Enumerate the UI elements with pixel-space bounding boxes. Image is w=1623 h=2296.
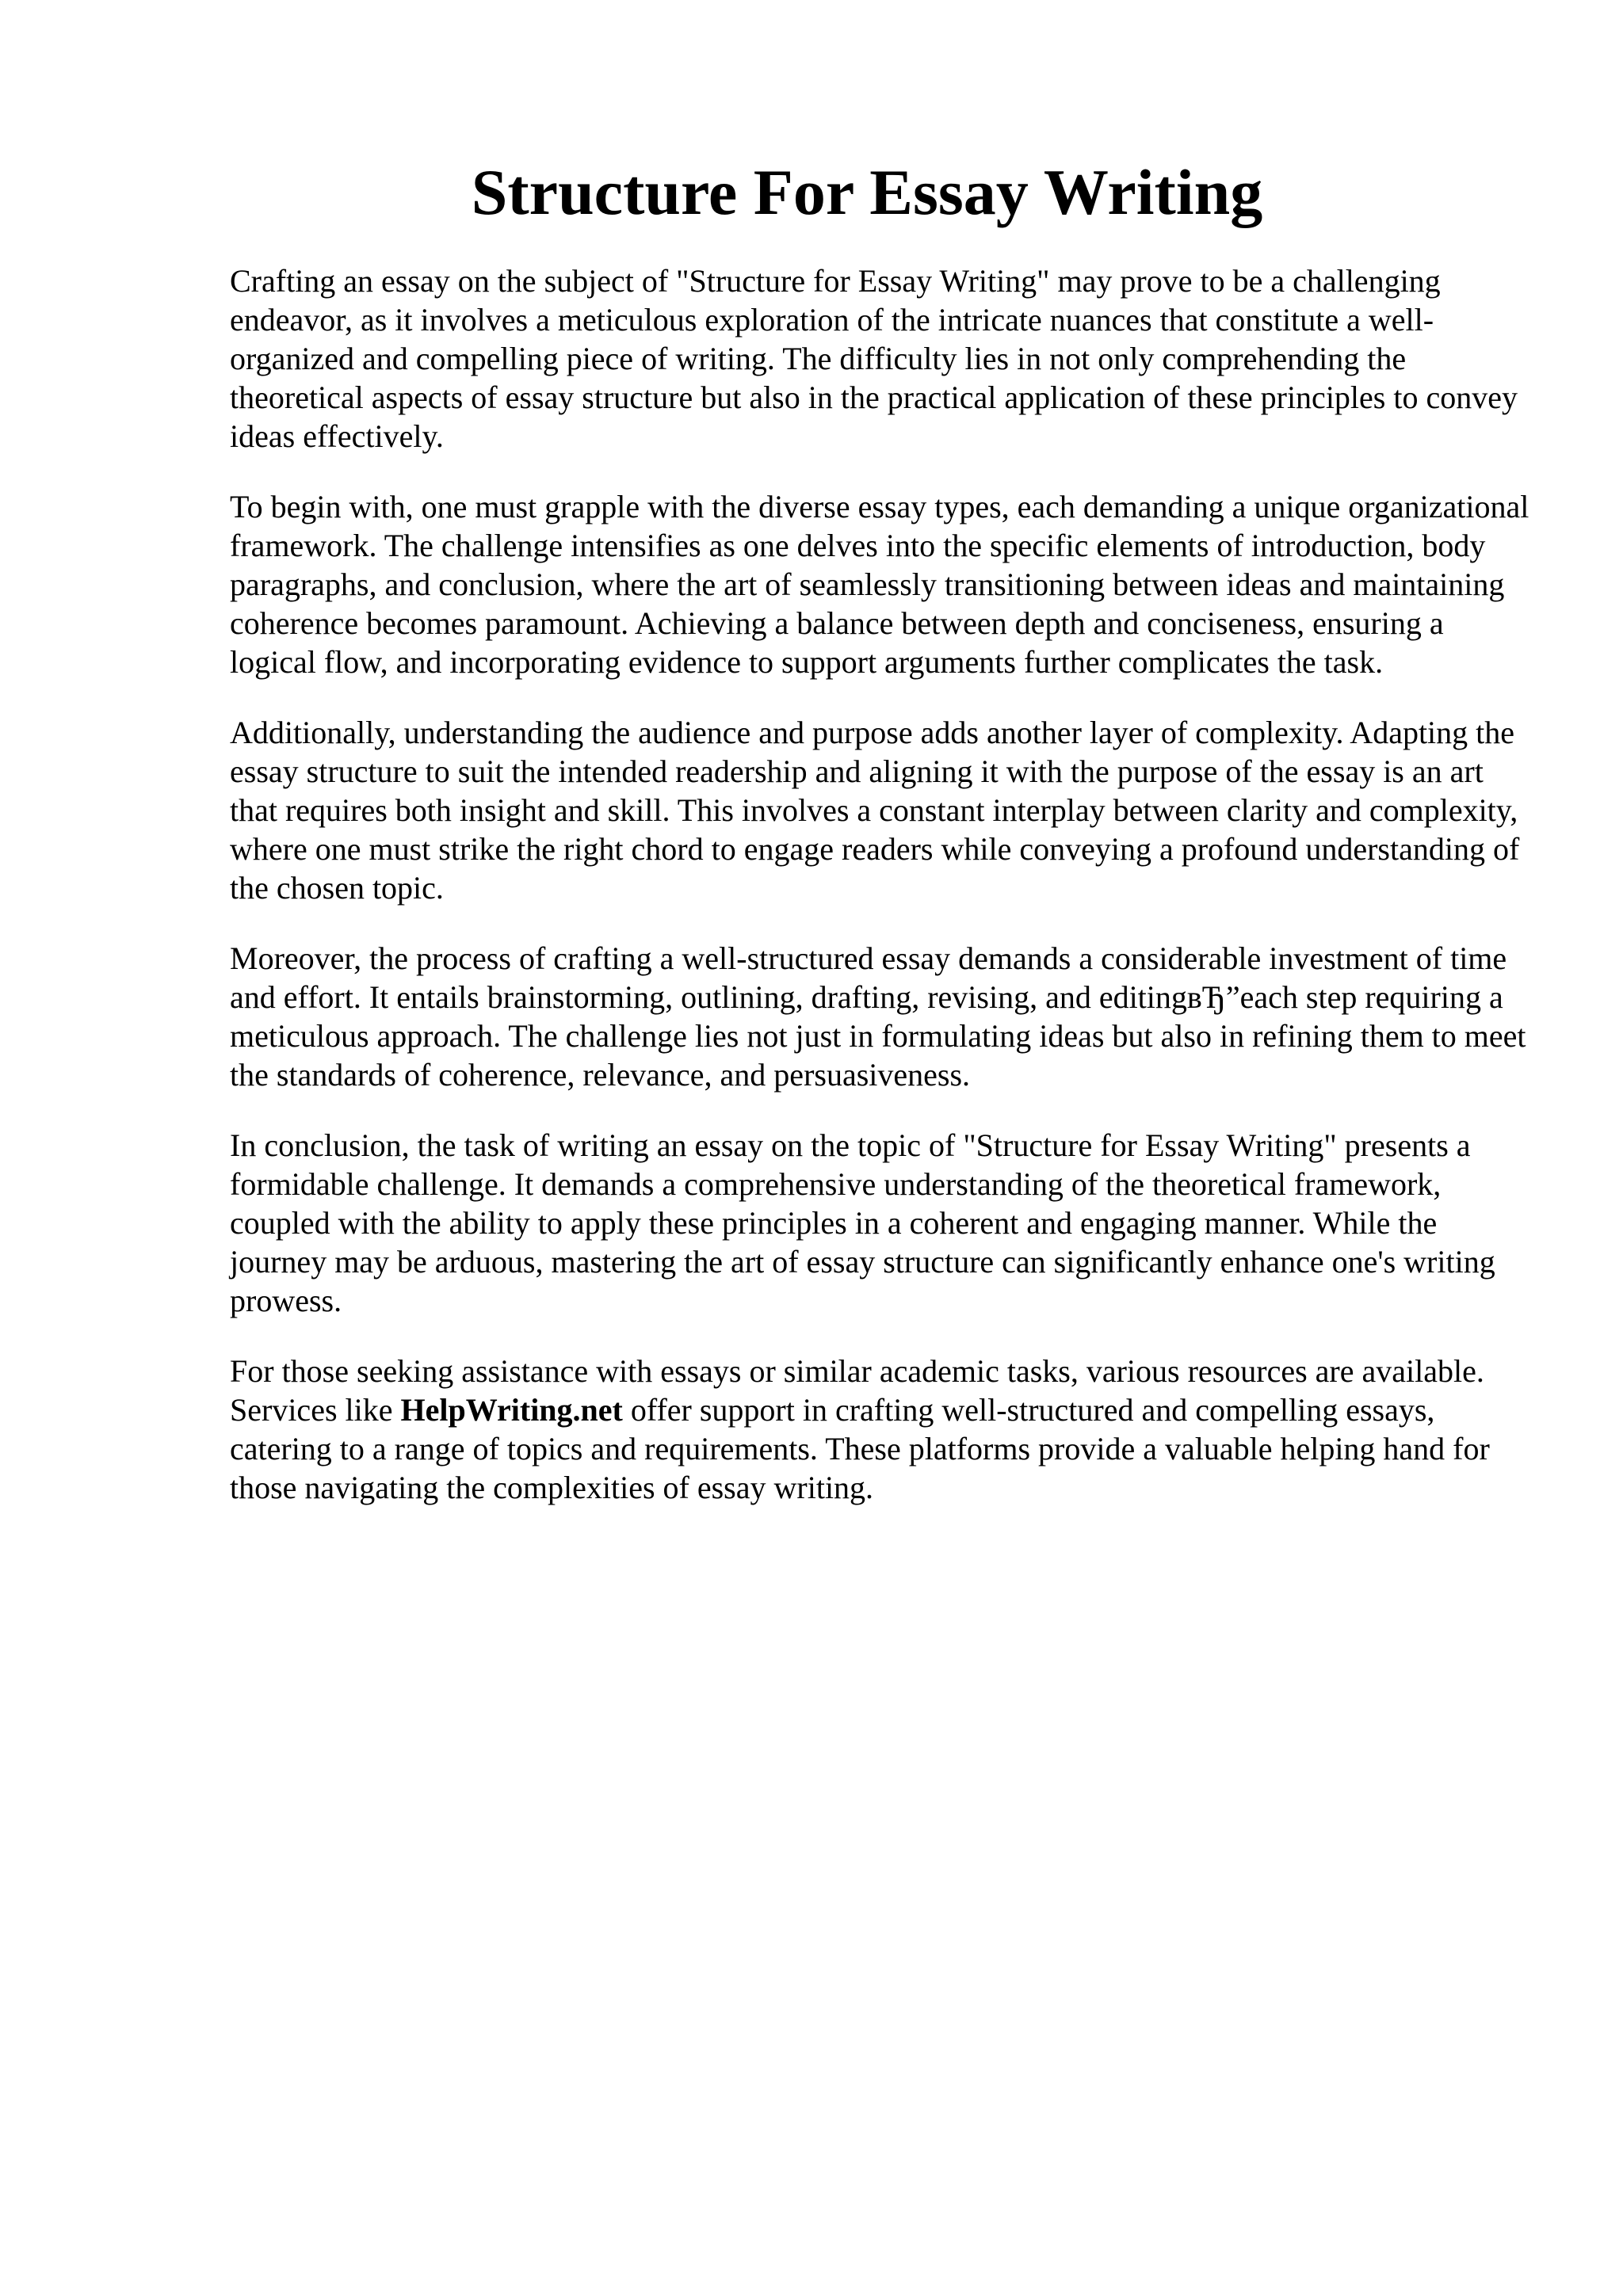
paragraph-1: Crafting an essay on the subject of "Structure for Essay Writing" may prove to be a challenging endeavor, as it involves a meticulous exploration of the intricate nuances that constitute a well-organized and compelling piece of writing. The difficulty lies in not only comprehending the theoretical aspects of essay structure but also in the practical application of these principles to convey ideas effectively.: [230, 263, 1518, 454]
paragraph-6-outro: offer support in crafting well-structured and compelling essays, catering to a range of topics and requirements. These platforms provide a valuable helping hand for those navigating the complexities of essay writing.: [230, 1392, 1490, 1505]
paragraph-6: [230, 1352, 1529, 1507]
paragraph-3: Additionally, understanding the audience and purpose adds another layer of complexity. Adapting the essay structure to suit the intended readership and aligning it with the purpose of the essay is an art that requires both insight and skill. This involves a constant interplay between clarity and complexity, where one must strike the right chord to engage readers while conveying a profound understanding of the chosen topic.: [230, 715, 1520, 906]
helpwriting-link-text: HelpWriting.net: [400, 1392, 623, 1428]
document-body: [230, 261, 1529, 1539]
paragraph-6-intro: For those seeking assistance with essays or similar academic tasks, various resources are available. Services like: [230, 1353, 1484, 1428]
paragraph-5: In conclusion, the task of writing an essay on the topic of "Structure for Essay Writing" presents a formidable challenge. It demands a comprehensive understanding of the theoretical framework, coupled with the ability to apply these principles in a coherent and engaging manner. While the journey may be arduous, mastering the art of essay structure can significantly enhance one's writing prowess.: [230, 1127, 1495, 1318]
paragraph-4: Moreover, the process of crafting a well-structured essay demands a considerable investment of time and effort. It entails brainstorming, outlining, drafting, revising, and editingвЂ”each step requiring a meticulous approach. The challenge lies not just in formulating ideas but also in refining them to meet the standards of coherence, relevance, and persuasiveness.: [230, 940, 1526, 1093]
page-title: Structure For Essay Writing: [471, 156, 1263, 228]
paragraph-2: To begin with, one must grapple with the diverse essay types, each demanding a unique organizational framework. The challenge intensifies as one delves into the specific elements of introduction, body paragraphs, and conclusion, where the art of seamlessly transitioning between ideas and maintaining coherence becomes paramount. Achieving a balance between depth and conciseness, ensuring a logical flow, and incorporating evidence to support arguments further complicates the task.: [230, 489, 1529, 680]
